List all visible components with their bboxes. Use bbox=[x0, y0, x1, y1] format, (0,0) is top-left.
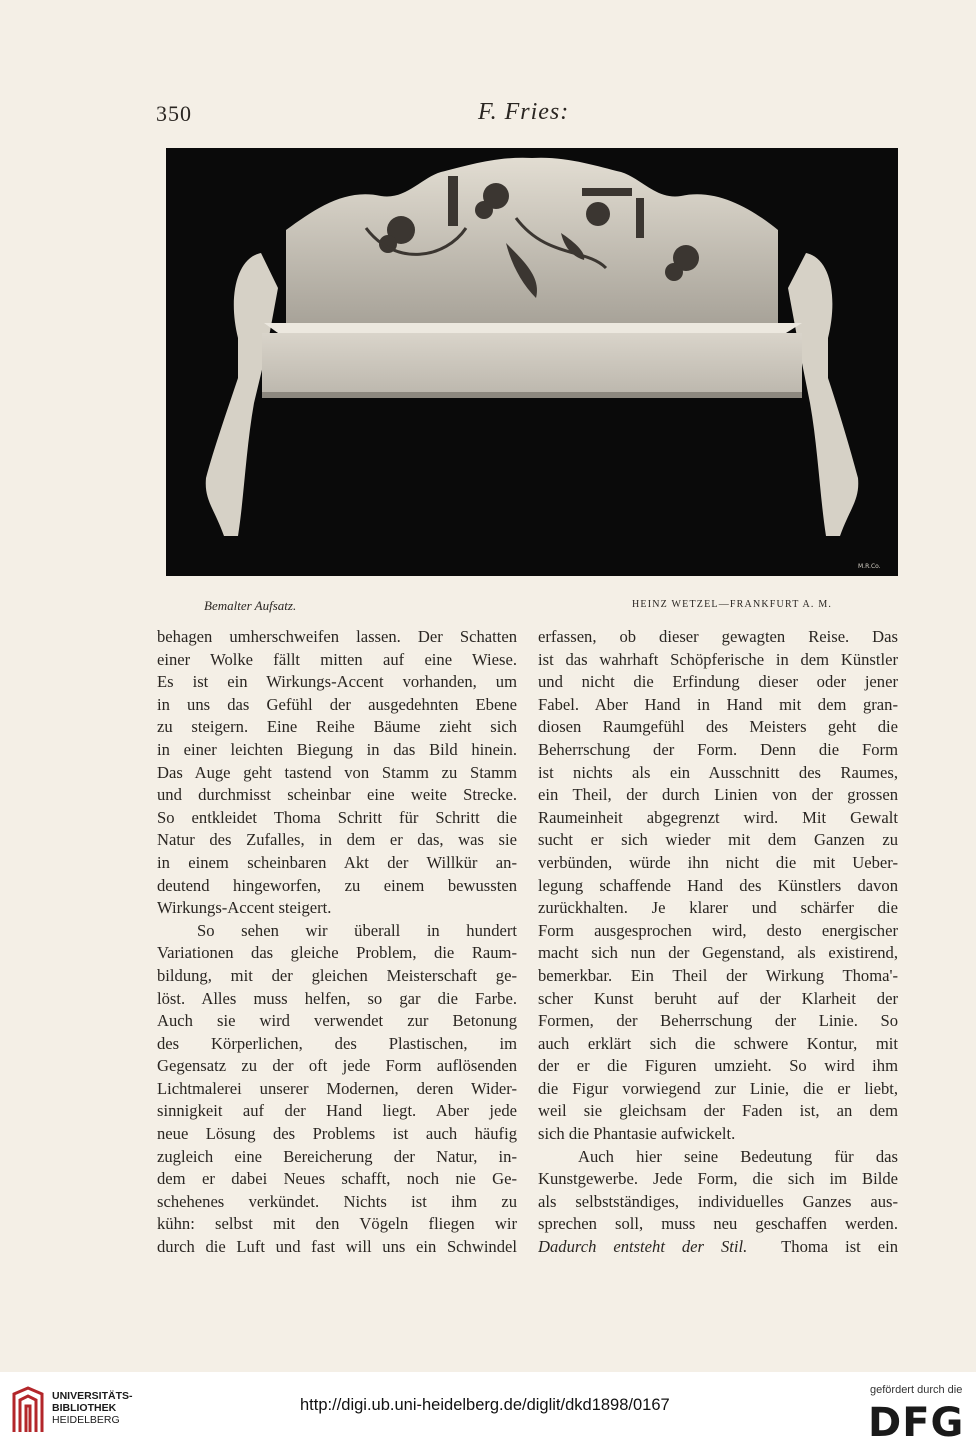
text-line: Kunstgewerbe. Jede Form, die sich im Bilde bbox=[538, 1169, 898, 1189]
dfg-logo: DFG bbox=[868, 1400, 965, 1446]
text-line: durch die Luft und fast will uns ein Schwindel bbox=[157, 1237, 517, 1257]
figure-caption: Bemalter Aufsatz. bbox=[204, 598, 297, 613]
text-line: in uns das Gefühl der ausgedehnten Ebene bbox=[157, 694, 517, 714]
text-line: Beherrschung der Form. Denn die Form bbox=[538, 739, 898, 759]
text-line: und durchmisst scheinbar eine weite Strecke. bbox=[157, 785, 517, 805]
text-line: einer Wolke fällt mitten auf eine Wiese. bbox=[157, 649, 517, 669]
shelf-top bbox=[264, 323, 802, 333]
text-line: bemerkbar. Ein Theil der Wirkung Thoma'- bbox=[538, 965, 898, 985]
figure-credit: HEINZ WETZEL—FRANKFURT A. M. bbox=[632, 599, 833, 610]
university-library-logo-icon bbox=[10, 1386, 46, 1436]
text-line: dem er dabei Neues schafft, noch nie Ge- bbox=[157, 1169, 517, 1189]
text-line: Variationen das gleiche Problem, die Raum- bbox=[157, 943, 517, 963]
shelf-front bbox=[262, 333, 802, 393]
text-line: scher Kunst beruht auf der Klarheit der bbox=[538, 988, 898, 1008]
text-line: Es ist ein Wirkungs-Accent vorhanden, um bbox=[157, 672, 517, 692]
text-line: So sehen wir überall in hundert bbox=[197, 920, 517, 940]
text-line: in einer leichten Biegung in das Bild hinein. bbox=[157, 739, 517, 759]
text-line: schehenes verkündet. Nichts ist ihm zu bbox=[157, 1191, 517, 1211]
text-line: Natur des Zufalles, in dem er das, was sie bbox=[157, 830, 517, 850]
text-line: ein Theil, der durch Linien von der grossen bbox=[538, 785, 898, 805]
engraver-mark: M.R.Co. bbox=[858, 563, 881, 570]
text-line: sprechen soll, muss neu geschaffen werden. bbox=[538, 1214, 898, 1234]
funding-caption: gefördert durch die bbox=[870, 1384, 963, 1396]
text-line: Form ausgesprochen wird, desto energischer bbox=[538, 920, 898, 940]
text-line: ist nichts als ein Ausschnitt des Raumes, bbox=[538, 762, 898, 782]
library-footer bbox=[0, 1372, 976, 1450]
text-line: sucht er sich wieder mit dem Ganzen zu bbox=[538, 830, 898, 850]
text-line: Formen, der Beherrschung der Linie. So bbox=[538, 1011, 898, 1031]
text-line: deutend hingeworfen, zu einem bewussten bbox=[157, 875, 517, 895]
text-line: zugleich eine Bereicherung der Natur, in- bbox=[157, 1146, 517, 1166]
emphasized-phrase: Dadurch entsteht der Stil. bbox=[538, 1237, 748, 1257]
text-line: zurückhalten. Je klarer und schärfer die bbox=[538, 898, 898, 918]
text-line: in einem scheinbaren Akt der Willkür an- bbox=[157, 852, 517, 872]
text-line: ist das wahrhaft Schöpferische in dem Künstler bbox=[538, 649, 898, 669]
text-line: Wirkungs-Accent steigert. bbox=[157, 898, 332, 918]
page-number: 350 bbox=[156, 101, 192, 126]
text-line: legung schaffende Hand des Künstlers davon bbox=[538, 875, 898, 895]
text-line: Auch sie wird verwendet zur Betonung bbox=[157, 1011, 517, 1031]
text-line: Raumeinheit abgegrenzt wird. Mit Gewalt bbox=[538, 807, 898, 827]
text-line: sich die Phantasie aufwickelt. bbox=[538, 1124, 736, 1144]
text-line: Das Auge geht tastend von Stamm zu Stamm bbox=[157, 762, 517, 782]
text-line: Lichtmalerei unserer Modernen, deren Wider- bbox=[157, 1078, 517, 1098]
source-url-link[interactable]: http://digi.ub.uni-heidelberg.de/diglit/dkd1898/0167 bbox=[300, 1396, 670, 1414]
backrest-panel bbox=[286, 158, 778, 323]
text-line: So entkleidet Thoma Schritt für Schritt die bbox=[157, 807, 517, 827]
text-line: bildung, mit der gleichen Meisterschaft ge- bbox=[157, 965, 517, 985]
text-fragment: Thoma ist ein bbox=[781, 1237, 898, 1257]
text-line: diosen Raumgefühl des Meisters geht die bbox=[538, 717, 898, 737]
left-text-column bbox=[157, 626, 517, 1259]
text-line: behagen umherschweifen lassen. Der Schatten bbox=[157, 627, 517, 646]
text-line: und nicht die Erfindung dieser oder jener bbox=[538, 672, 898, 692]
text-line: löst. Alles muss helfen, so gar die Farbe. bbox=[157, 988, 517, 1008]
library-name: UNIVERSITÄTS- BIBLIOTHEK HEIDELBERG bbox=[52, 1390, 133, 1426]
text-line: macht sich nun der Gegenstand, als existirend, bbox=[538, 943, 898, 963]
text-line: neue Lösung des Problems ist auch häufig bbox=[157, 1124, 517, 1144]
text-line: Fabel. Aber Hand in Hand mit dem gran- bbox=[538, 694, 898, 714]
furniture-photograph bbox=[166, 148, 898, 576]
text-line: erfassen, ob dieser gewagten Reise. Das bbox=[538, 627, 898, 646]
text-line: weil sie gleichsam der Faden ist, an dem bbox=[538, 1101, 898, 1121]
right-text-column bbox=[538, 626, 898, 1259]
text-line bbox=[538, 1236, 898, 1259]
text-line: die Figur vorwiegend zur Linie, die er liebt, bbox=[538, 1078, 898, 1098]
text-line: Gegensatz zu der oft jede Form auflösenden bbox=[157, 1056, 517, 1076]
text-line: verbünden, würde ihn nicht die mit Ueber- bbox=[538, 852, 898, 872]
text-line: kühn: selbst mit den Vögeln fliegen wir bbox=[157, 1214, 517, 1234]
text-line: Auch hier seine Bedeutung für das bbox=[578, 1146, 898, 1166]
text-line: der er die Figuren umzieht. So wird ihm bbox=[538, 1056, 898, 1076]
text-line: als selbstständiges, individuelles Ganzes aus- bbox=[538, 1191, 898, 1211]
text-line: des Körperlichen, des Plastischen, im bbox=[157, 1033, 517, 1053]
text-line: sinnigkeit auf der Hand liegt. Aber jede bbox=[157, 1101, 517, 1121]
running-title: F. Fries: bbox=[478, 99, 570, 125]
text-line: auch erklärt sich die schwere Kontur, mit bbox=[538, 1033, 898, 1053]
text-line: zu steigern. Eine Reihe Bäume zieht sich bbox=[157, 717, 517, 737]
